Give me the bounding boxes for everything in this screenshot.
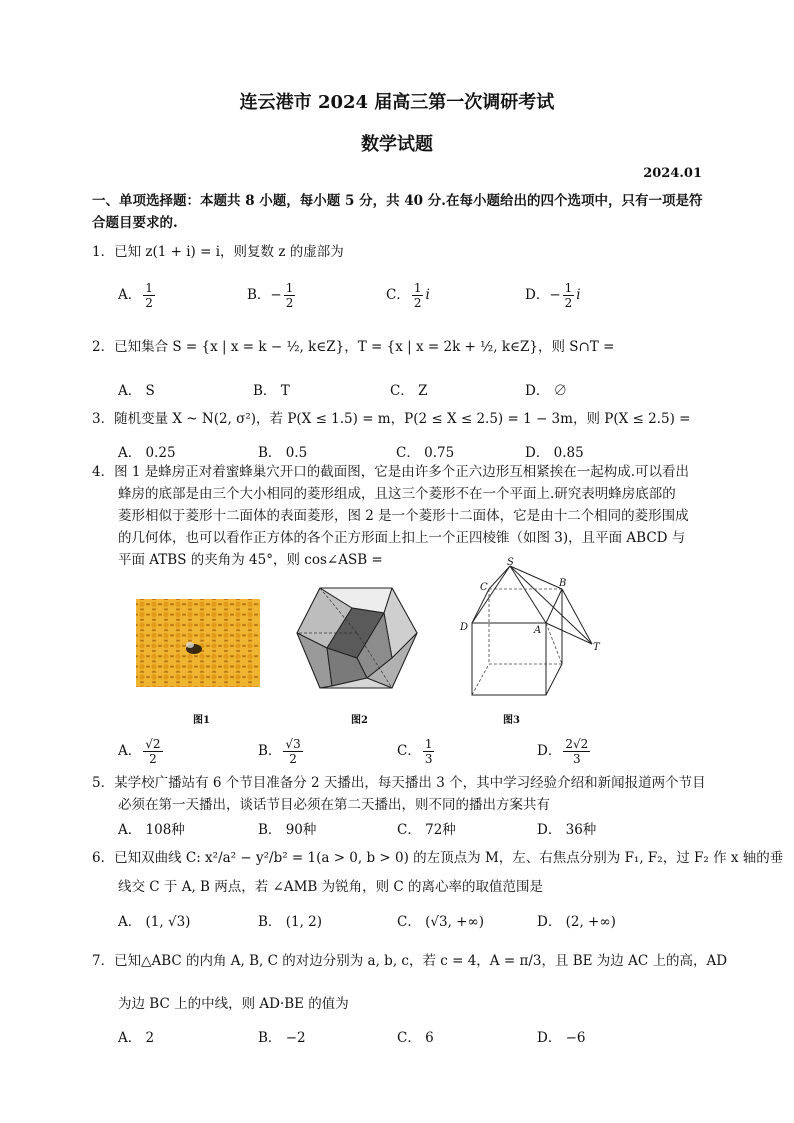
q6-option-c: C． (√3, +∞): [397, 914, 484, 930]
q4-option-d: D． $\frac{2√2}{3}$: [537, 737, 589, 766]
honeycomb-photo: [136, 599, 260, 687]
figure-2-caption: 图2: [351, 715, 368, 726]
q4-line-3: 菱形相似于菱形十二面体的表面菱形，图 2 是一个菱形十二面体，它是由十二个相同的菱形围成: [118, 508, 689, 524]
q3-option-a: A． 0.25: [118, 445, 176, 461]
q7-option-a: A． 2: [118, 1030, 155, 1046]
q6-option-a: A． (1, √3): [118, 914, 191, 930]
q4-line-1: 4．图 1 是蜂房正对着蜜蜂巢穴开口的截面图，它是由许多个正六边形互相紧挨在一起构成.可以看出: [92, 464, 690, 480]
q6-line-1: 6．已知双曲线 C: x²/a² − y²/b² = 1(a > 0, b > 0) 的左顶点为 M，左、右焦点分别为 F₁, F₂，过 F₂ 作 x 轴的垂: [92, 850, 784, 866]
q1-stem: 1．已知 z(1 + i) = i，则复数 z 的虚部为: [92, 244, 344, 260]
label-T: T: [593, 642, 600, 653]
label-D: D: [460, 622, 469, 633]
q1-option-c: C． $\frac{1}{2}$ i: [386, 281, 430, 310]
q3-stem: 3．随机变量 X ~ N(2, σ²)，若 P(X ≤ 1.5) = m，P(2 ≤ X ≤ 2.5) = 1 − 3m，则 P(X ≤ 2.5) =: [92, 411, 691, 427]
page-title: 连云港市 2024 届高三第一次调研考试: [239, 92, 555, 113]
q3-option-c: C． 0.75: [396, 445, 455, 461]
q6-option-b: B． (1, 2): [258, 914, 323, 930]
q2-option-b: B． T: [253, 383, 290, 399]
q2-option-a: A． S: [118, 383, 155, 399]
q6-line-2: 线交 C 于 A, B 两点，若 ∠AMB 为锐角，则 C 的离心率的取值范围是: [118, 879, 544, 895]
q4-option-a: A． $\frac{√2}{2}$: [118, 737, 161, 766]
label-A: A: [534, 625, 542, 636]
q5-option-d: D． 36种: [537, 822, 597, 838]
q3-option-b: B． 0.5: [258, 445, 308, 461]
q3-option-d: D． 0.85: [525, 445, 584, 461]
q1-option-a: A． $\frac{1}{2}$: [118, 281, 153, 310]
q7-option-c: C． 6: [397, 1030, 434, 1046]
q4-line-5: 平面 ATBS 的夹角为 45°，则 cos∠ASB =: [118, 552, 383, 568]
q7-option-d: D． −6: [537, 1030, 586, 1046]
q2-option-d: D． ∅: [525, 383, 568, 399]
section-heading: 一、单项选择题：本题共 8 小题，每小题 5 分，共 40 分.在每小题给出的四个选项中，只有一项是符合题目要求的.: [92, 193, 703, 231]
rhombic-dodecahedron-figure: [292, 578, 422, 708]
q7-option-b: B． −2: [258, 1030, 306, 1046]
label-S: S: [507, 557, 514, 568]
q5-line-2: 必须在第一天播出，谈话节目必须在第二天播出，则不同的播出方案共有: [118, 797, 550, 813]
q2-stem: 2．已知集合 S = {x | x = k − ½, k∈Z}，T = {x | x = 2k + ½, k∈Z}，则 S∩T =: [92, 339, 615, 355]
q1-option-b: B．− $\frac{1}{2}$: [247, 281, 294, 310]
exam-date: 2024.01: [643, 166, 702, 181]
cube-pyramid-figure: [455, 556, 605, 701]
q5-line-1: 5．某学校广播站有 6 个节目准备分 2 天播出，每天播出 3 个，其中学习经验介绍和新闻报道两个节目: [92, 775, 706, 791]
q2-option-c: C． Z: [390, 383, 428, 399]
q5-option-b: B． 90种: [258, 822, 317, 838]
q6-option-d: D． (2, +∞): [537, 914, 616, 930]
q4-option-b: B． $\frac{√3}{2}$: [258, 737, 301, 766]
q7-line-2: 为边 BC 上的中线，则 AD·BE 的值为: [118, 996, 349, 1012]
q4-line-2: 蜂房的底部是由三个大小相同的菱形组成，且这三个菱形不在一个平面上.研究表明蜂房底部的: [118, 486, 676, 502]
figure-1-caption: 图1: [193, 715, 210, 726]
label-B: B: [559, 578, 567, 589]
q5-option-c: C． 72种: [397, 822, 456, 838]
q7-line-1: 7．已知△ABC 的内角 A, B, C 的对边分别为 a, b, c，若 c = 4，A = π/3，且 BE 为边 AC 上的高，AD: [92, 953, 728, 969]
label-C: C: [480, 582, 488, 593]
figure-3-caption: 图3: [503, 715, 520, 726]
q5-option-a: A． 108种: [118, 822, 185, 838]
q4-option-c: C． $\frac{1}{3}$: [397, 737, 433, 766]
page-subtitle: 数学试题: [361, 134, 433, 155]
q4-line-4: 的几何体，也可以看作正方体的各个正方形面上扣上一个正四棱锥（如图 3)，且平面 ABCD 与: [118, 530, 686, 546]
q1-option-d: D．− $\frac{1}{2}$ i: [525, 281, 581, 310]
